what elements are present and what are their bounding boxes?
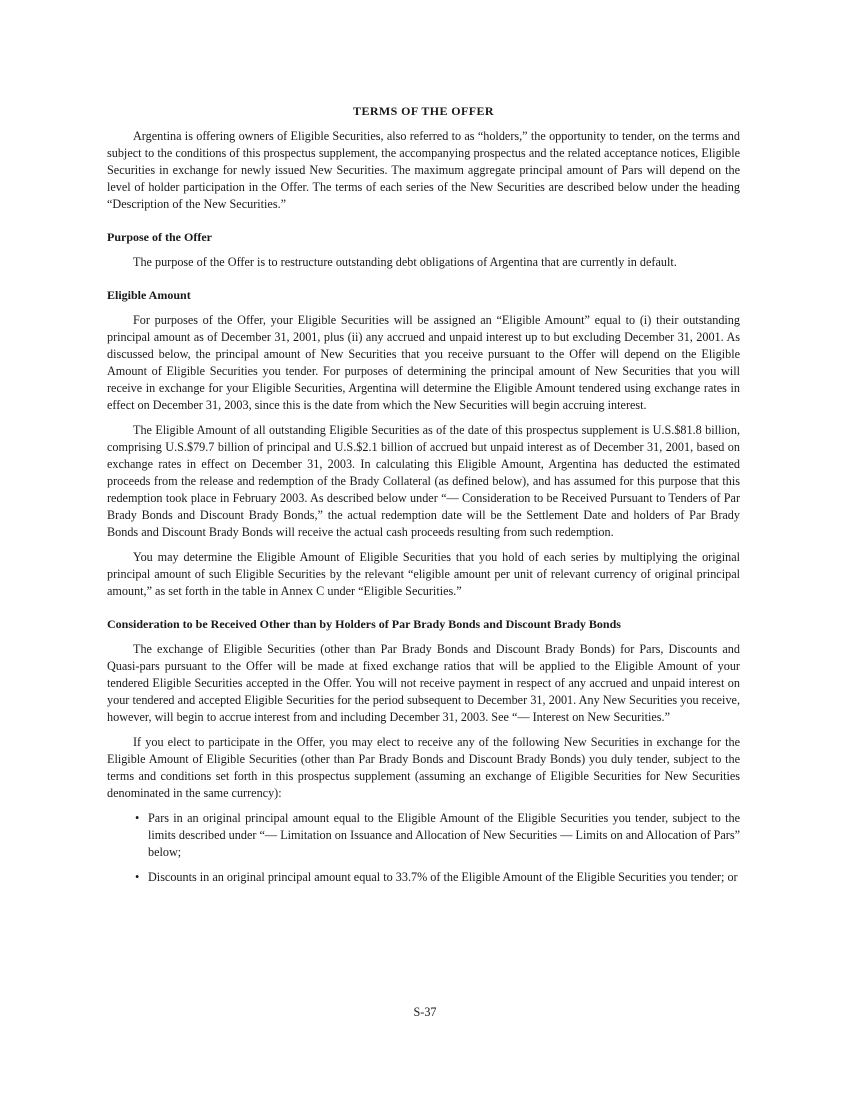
document-page [107,103,740,894]
list-item-text: Discounts in an original principal amount equal to 33.7% of the Eligible Amount of the Eligible Securities you tender; or [148,870,738,884]
intro-paragraph: Argentina is offering owners of Eligible Securities, also referred to as “holders,” the opportunity to tender, on the terms and subject to the conditions of this prospectus supplement, the accompanying prospectus and the related acceptance notices, Eligible Securities in exchange for newly issued New Securities. The maximum aggregate principal amount of Pars will depend on the level of holder participation in the Offer. The terms of each series of the New Securities are described below under the heading “Description of the New Securities.” [107,129,740,211]
bullet-icon: • [135,811,140,825]
list-item [107,869,740,886]
eligible-amount-paragraph-2: The Eligible Amount of all outstanding Eligible Securities as of the date of this prospectus supplement is U.S.$81.8 billion, comprising U.S.$79.7 billion of principal and U.S.$2.1 billion of accrued but unpaid interest as of December 31, 2001, based on exchange rates in effect on December 31, 2003. In calculating this Eligible Amount, Argentina has deducted the estimated proceeds from the release and redemption of the Brady Collateral (as defined below), and has assumed for this purpose that this redemption took place in February 2003. As described below under “— Consideration to be Received Pursuant to Tenders of Par Brady Bonds and Discount Brady Bonds,” the actual redemption date will be the Settlement Date and holders of Par Brady Bonds and Discount Brady Bonds will receive the actual cash proceeds resulting from such redemption. [107,423,740,539]
bullet-icon: • [135,870,140,884]
consideration-paragraph-1: The exchange of Eligible Securities (other than Par Brady Bonds and Discount Brady Bonds) for Pars, Discounts and Quasi-pars pursuant to the Offer will be made at fixed exchange ratios that will be applied to the Eligible Amount of your tendered Eligible Securities accepted in the Offer. You will not receive payment in respect of any accrued and unpaid interest on your tendered and accepted Eligible Securities for the period subsequent to December 31, 2001. Any New Securities you receive, however, will begin to accrue interest from and including December 31, 2003. See “— Interest on New Securities.” [107,642,740,724]
list-item-text: Pars in an original principal amount equal to the Eligible Amount of the Eligible Securities you tender, subject to the limits described under “— Limitation on Issuance and Allocation of New Securities — Limits on and Allocation of Pars” below; [148,811,740,859]
eligible-amount-paragraph-1: For purposes of the Offer, your Eligible Securities will be assigned an “Eligible Amount” equal to (i) their outstanding principal amount as of December 31, 2001, plus (ii) any accrued and unpaid interest up to but excluding December 31, 2001. As discussed below, the principal amount of New Securities that you receive pursuant to the Offer will depend on the Eligible Amount of Eligible Securities you tender. For purposes of determining the principal amount of New Securities that you will receive in exchange for your Eligible Securities, Argentina will determine the Eligible Amount tendered using exchange rates in effect on December 31, 2003, since this is the date from which the New Securities will begin accruing interest. [107,313,740,412]
page-number: S-37 [413,1005,437,1019]
section-heading-consideration: Consideration to be Received Other than by Holders of Par Brady Bonds and Discount Brady Bonds [107,617,621,631]
section-heading-eligible-amount: Eligible Amount [107,288,191,302]
eligible-amount-paragraph-3: You may determine the Eligible Amount of Eligible Securities that you hold of each series by multiplying the original principal amount of such Eligible Securities by the relevant “eligible amount per unit of relevant currency of original principal amount,” as set forth in the table in Annex C under “Eligible Securities.” [107,550,740,598]
list-item [107,810,740,861]
page-title: TERMS OF THE OFFER [353,104,494,118]
consideration-paragraph-2: If you elect to participate in the Offer, you may elect to receive any of the following New Securities in exchange for the Eligible Amount of Eligible Securities (other than Par Brady Bonds and Discount Brady Bonds) you duly tender, subject to the terms and conditions set forth in this prospectus supplement (assuming an exchange of Eligible Securities for New Securities denominated in the same currency): [107,735,740,800]
purpose-paragraph: The purpose of the Offer is to restructure outstanding debt obligations of Argentina that are currently in default. [133,255,677,269]
new-securities-list [107,810,740,886]
section-heading-purpose: Purpose of the Offer [107,230,212,244]
